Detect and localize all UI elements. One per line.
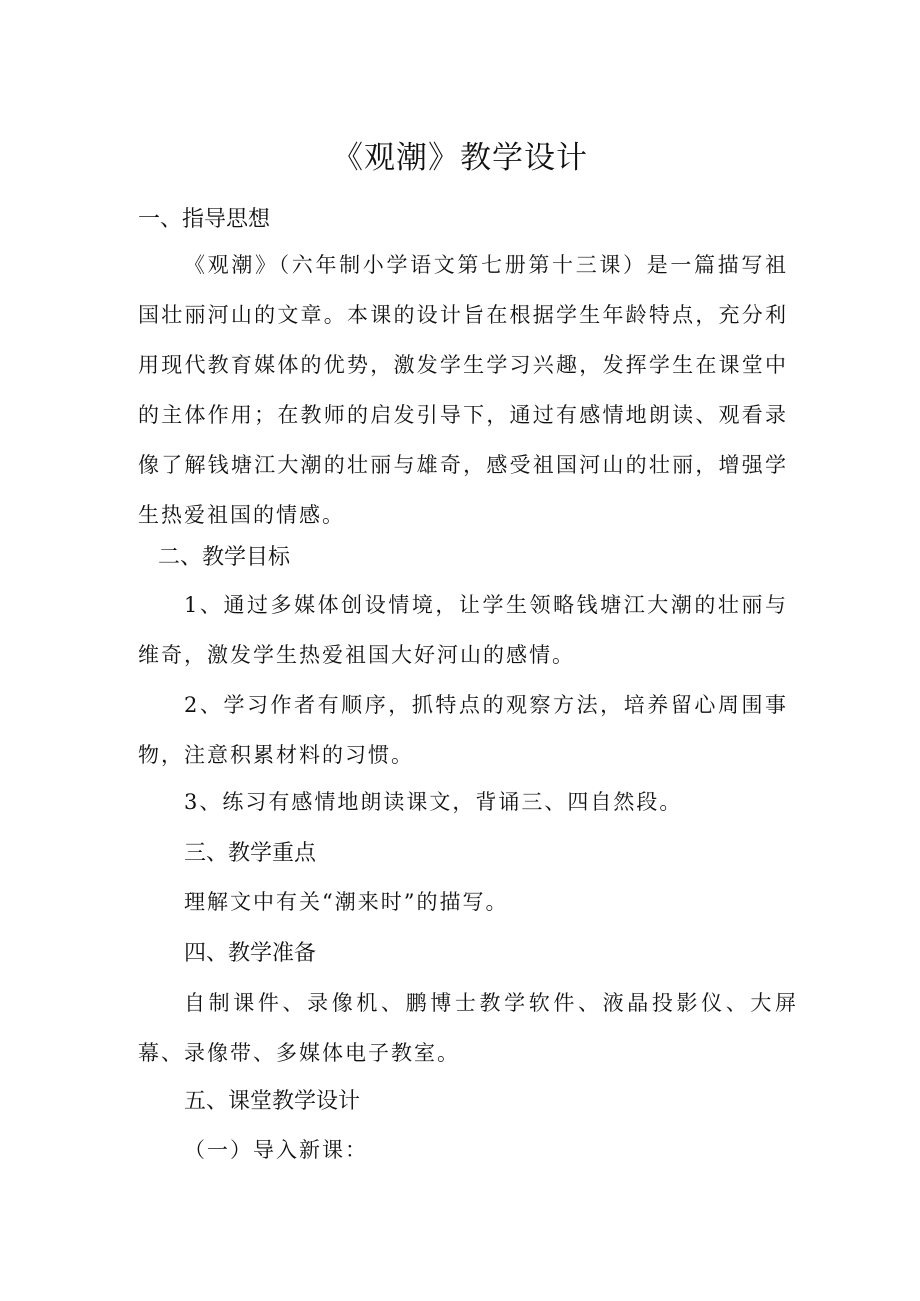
section-paragraph-preparation: 自制课件、录像机、鹏博士教学软件、液晶投影仪、大屏幕、录像带、多媒体电子教室。 <box>138 991 798 1065</box>
section-heading-teaching-goals: 二、教学目标 <box>158 545 291 570</box>
subsection-heading-introduction: （一）导入新课： <box>184 1138 368 1162</box>
section-heading-classroom-design: 五、课堂教学设计 <box>184 1089 361 1114</box>
section-paragraph-key-points: 理解文中有关“潮来时”的描写。 <box>184 890 509 914</box>
goal-item-3: 3、练习有感情地朗读课文，背诵三、四自然段。 <box>184 790 683 814</box>
section-heading-guiding-thought: 一、指导思想 <box>138 207 271 232</box>
document-title: 《观潮》教学设计 <box>332 140 588 176</box>
goal-item-2: 2、学习作者有顺序，抓特点的观察方法，培养留心周围事物，注意积累材料的习惯。 <box>138 693 788 767</box>
section-paragraph-guiding-thought: 《观潮》（六年制小学语文第七册第十三课）是一篇描写祖国壮丽河山的文章。本课的设计旨在根据学生年龄特点，充分利用现代教育媒体的优势，激发学生学习兴趣，发挥学生在课堂中的主体作用；在教师的启发引导下，通过有感情地朗读、观看录像了解钱塘江大潮的壮丽与雄奇，感受祖国河山的壮丽，增强学生热爱祖国的情感。 <box>138 253 788 527</box>
section-heading-preparation: 四、教学准备 <box>184 941 317 966</box>
goal-item-1: 1、通过多媒体创设情境，让学生领略钱塘江大潮的壮丽与维奇，激发学生热爱祖国大好河山的感情。 <box>138 593 788 667</box>
section-heading-key-points: 三、教学重点 <box>184 841 317 866</box>
